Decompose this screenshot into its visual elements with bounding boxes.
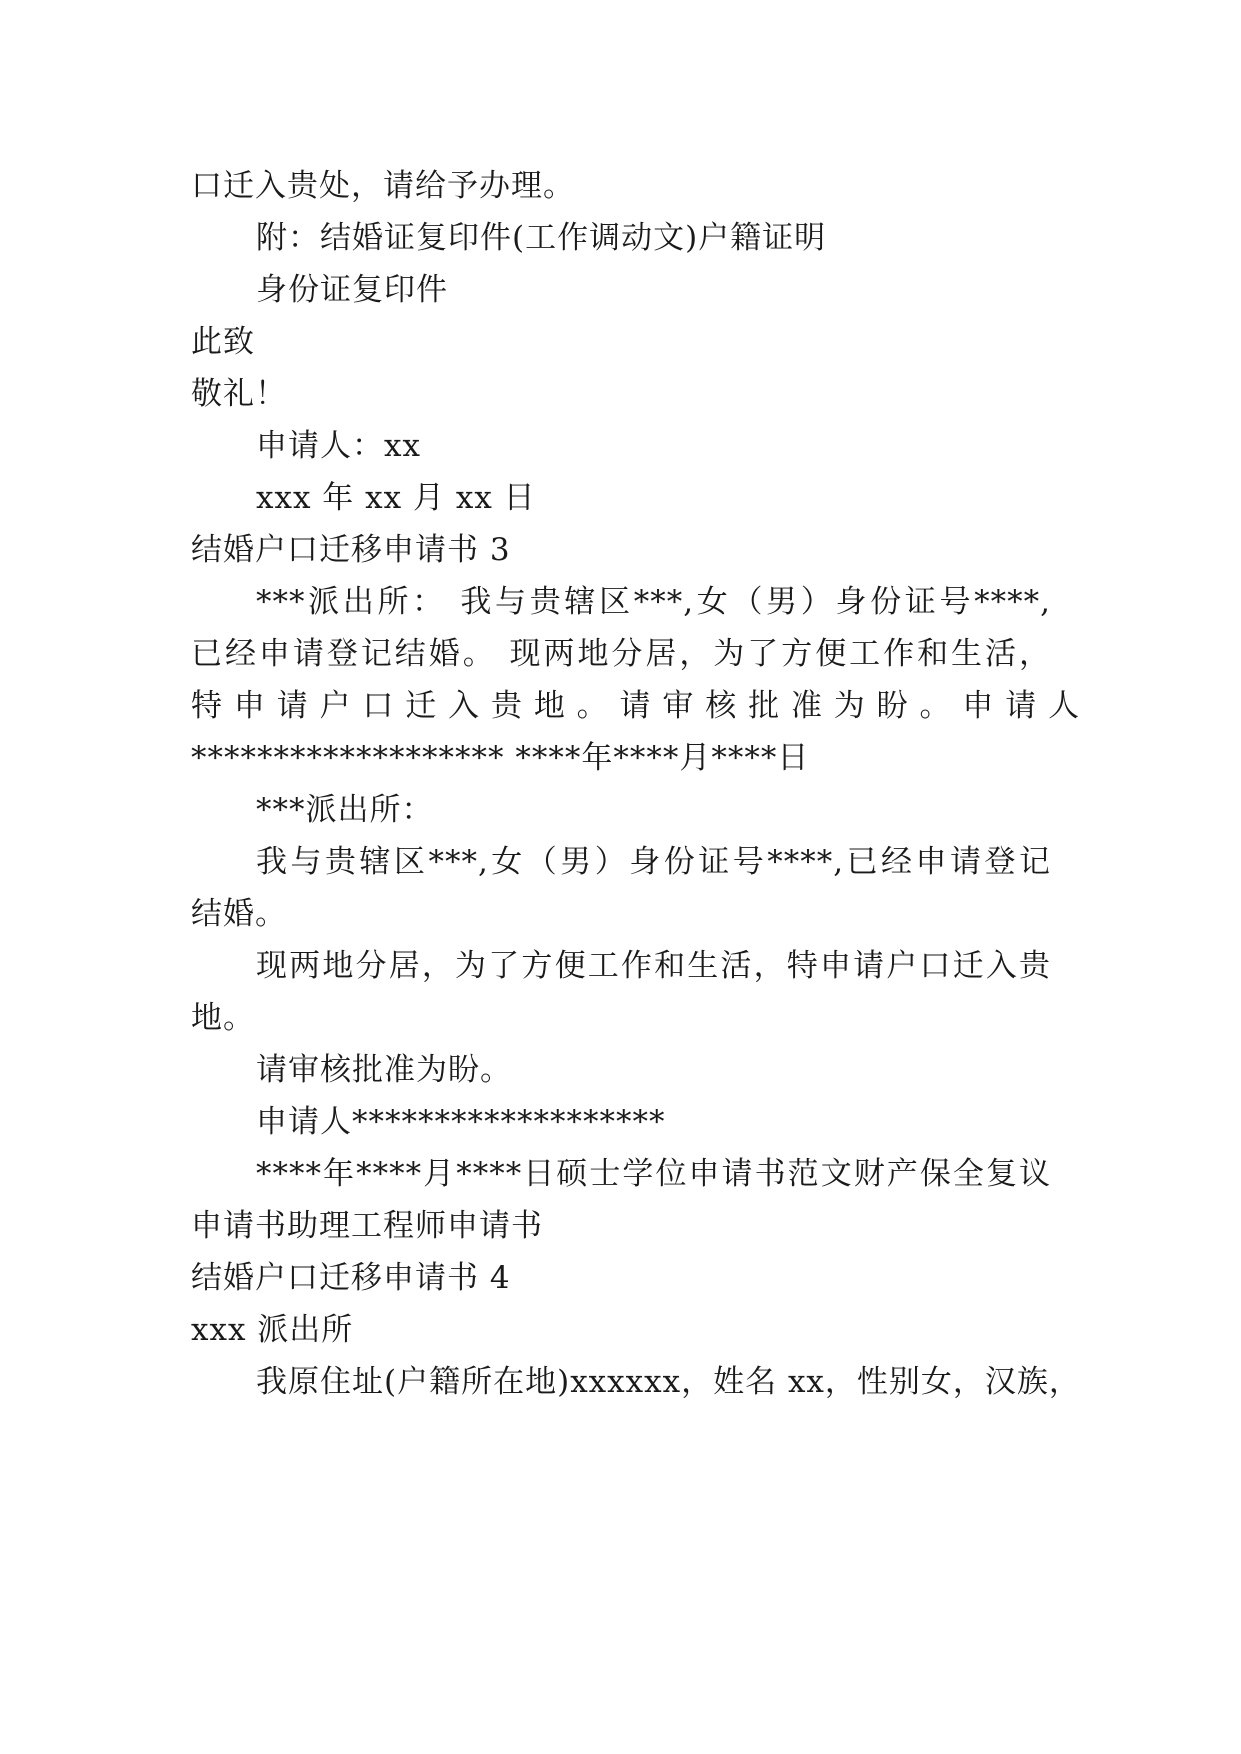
date-line: xxx 年 xx 月 xx 日 (256, 480, 536, 516)
text-line: ***派出所： 我与贵辖区***,女（男）身份证号****, (256, 584, 1051, 620)
text-line: 此致 (191, 324, 255, 360)
text-line: 已经申请登记结婚。 现两地分居，为了方便工作和生活， (191, 636, 1051, 672)
applicant-line: 申请人******************* (256, 1104, 666, 1140)
text-line: 我原住址(户籍所在地)xxxxxx，姓名 xx，性别女，汉族， (256, 1364, 1081, 1400)
text-line: xxx 派出所 (191, 1312, 354, 1348)
text-line: 我与贵辖区***,女（男）身份证号****,已经申请登记 (256, 844, 1051, 880)
text-line: 特 申 请 户 口 迁 入 贵 地 。 请 审 核 批 准 为 盼 。 申 请 人 (191, 688, 1081, 724)
text-line: 口迁入贵处，请给予办理。 (191, 168, 575, 204)
text-line: 地。 (191, 1000, 255, 1036)
text-line: 现两地分居，为了方便工作和生活，特申请户口迁入贵 (256, 948, 1051, 984)
text-line: 结婚。 (191, 896, 287, 932)
text-line: 敬礼！ (191, 376, 287, 412)
text-line: 身份证复印件 (256, 272, 448, 308)
text-line: ****年****月****日硕士学位申请书范文财产保全复议 (256, 1156, 1051, 1192)
text-line: ******************* ****年****月****日 (191, 740, 810, 776)
text-line: 请审核批准为盼。 (256, 1052, 512, 1088)
text-line: 附：结婚证复印件(工作调动文)户籍证明 (256, 220, 827, 256)
section-heading: 结婚户口迁移申请书 3 (191, 532, 511, 568)
applicant-line: 申请人：xx (256, 428, 421, 464)
text-line: 申请书助理工程师申请书 (191, 1208, 543, 1244)
section-heading: 结婚户口迁移申请书 4 (191, 1260, 511, 1296)
text-line: ***派出所： (256, 792, 434, 828)
